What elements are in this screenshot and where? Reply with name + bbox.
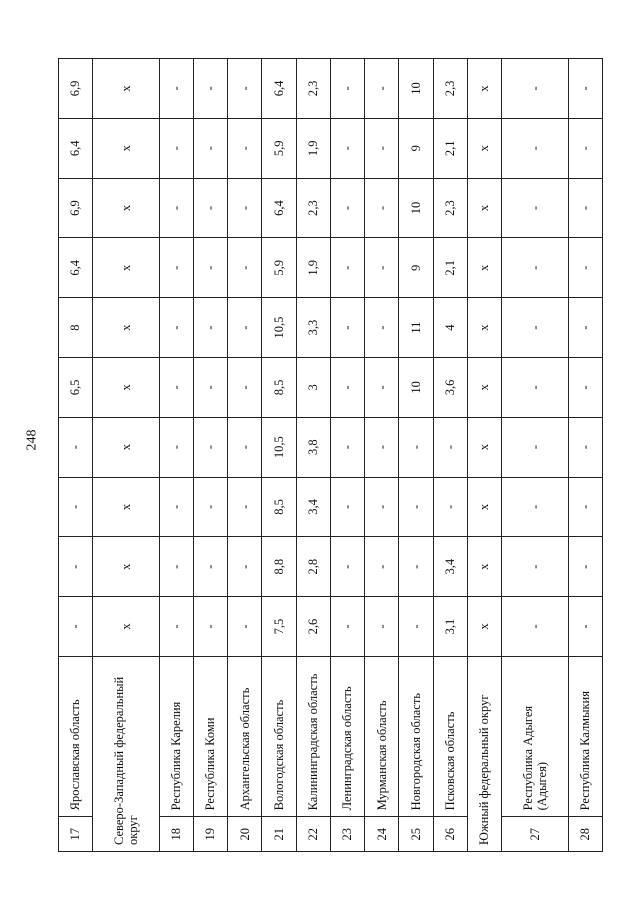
value-cell: x (467, 417, 501, 477)
table-row (467, 59, 501, 852)
value-cell: 7,5 (262, 597, 296, 657)
value-cell: 3,4 (296, 477, 330, 537)
value-cell: x (467, 118, 501, 178)
row-number-cell: 20 (228, 817, 262, 852)
value-cell: - (59, 537, 93, 597)
value-cell: - (365, 298, 399, 358)
value-cell: - (568, 358, 602, 418)
row-number-cell: 19 (193, 817, 227, 852)
value-cell: 6,4 (59, 118, 93, 178)
value-cell: - (228, 298, 262, 358)
value-cell: - (330, 298, 364, 358)
value-cell: - (568, 59, 602, 119)
value-cell: 10,5 (262, 298, 296, 358)
value-cell: x (93, 118, 159, 178)
rotated-table-container (58, 58, 603, 852)
value-cell: - (365, 537, 399, 597)
value-cell: - (159, 417, 193, 477)
row-number-cell: 18 (159, 817, 193, 852)
value-cell: 3,3 (296, 298, 330, 358)
value-cell: - (330, 118, 364, 178)
value-cell: 11 (399, 298, 433, 358)
value-cell: - (365, 238, 399, 298)
value-cell: - (568, 118, 602, 178)
value-cell: - (502, 118, 568, 178)
region-name-cell: Архангельская область (228, 656, 262, 816)
value-cell: - (228, 477, 262, 537)
value-cell: 2,3 (433, 59, 467, 119)
value-cell: 1,9 (296, 118, 330, 178)
value-cell: - (228, 537, 262, 597)
region-name-cell: Калининградская область (296, 656, 330, 816)
value-cell: - (433, 417, 467, 477)
region-name-cell: Республика Адыгея (Адыгея) (502, 656, 568, 816)
value-cell: x (93, 238, 159, 298)
value-cell: x (93, 358, 159, 418)
region-name-cell: Ленинградская область (330, 656, 364, 816)
value-cell: 4 (433, 298, 467, 358)
value-cell: 2,3 (433, 178, 467, 238)
value-cell: 6,9 (59, 178, 93, 238)
value-cell: 3,4 (433, 537, 467, 597)
value-cell: x (93, 298, 159, 358)
value-cell: - (502, 178, 568, 238)
value-cell: - (228, 238, 262, 298)
value-cell: 8,8 (262, 537, 296, 597)
data-table (58, 58, 603, 852)
value-cell: - (193, 537, 227, 597)
value-cell: 2,1 (433, 238, 467, 298)
value-cell: 2,1 (433, 118, 467, 178)
district-name-cell: Южный федеральный округ (467, 656, 501, 851)
value-cell: 8,5 (262, 477, 296, 537)
row-number-cell: 28 (568, 817, 602, 852)
value-cell: - (330, 178, 364, 238)
value-cell: - (159, 118, 193, 178)
value-cell: - (568, 298, 602, 358)
row-number-cell: 17 (59, 817, 93, 852)
row-number-cell: 25 (399, 817, 433, 852)
value-cell: 6,4 (262, 178, 296, 238)
value-cell: x (467, 178, 501, 238)
region-name-cell: Республика Коми (193, 656, 227, 816)
value-cell: 9 (399, 238, 433, 298)
value-cell: 2,6 (296, 597, 330, 657)
value-cell: - (568, 238, 602, 298)
value-cell: 2,3 (296, 178, 330, 238)
value-cell: 6,4 (59, 238, 93, 298)
value-cell: - (365, 477, 399, 537)
value-cell: 1,9 (296, 238, 330, 298)
value-cell: 10,5 (262, 417, 296, 477)
value-cell: - (399, 537, 433, 597)
value-cell: - (193, 477, 227, 537)
value-cell: 10 (399, 59, 433, 119)
value-cell: - (330, 59, 364, 119)
table-row (433, 59, 467, 852)
value-cell: - (159, 537, 193, 597)
value-cell: - (502, 537, 568, 597)
row-number-cell: 24 (365, 817, 399, 852)
value-cell: x (93, 537, 159, 597)
table-row (365, 59, 399, 852)
page-number: 248 (24, 429, 40, 451)
region-name-cell: Новгородская область (399, 656, 433, 816)
value-cell: - (228, 178, 262, 238)
value-cell: 8,5 (262, 358, 296, 418)
value-cell: 3 (296, 358, 330, 418)
table-row (59, 59, 93, 852)
value-cell: x (467, 477, 501, 537)
value-cell: - (193, 59, 227, 119)
table-row (93, 59, 159, 852)
value-cell: - (568, 417, 602, 477)
value-cell: - (502, 298, 568, 358)
value-cell: - (330, 477, 364, 537)
value-cell: - (365, 358, 399, 418)
value-cell: x (467, 597, 501, 657)
value-cell: - (365, 178, 399, 238)
table-row (399, 59, 433, 852)
value-cell: - (59, 477, 93, 537)
value-cell: - (330, 238, 364, 298)
value-cell: - (330, 537, 364, 597)
table-row (296, 59, 330, 852)
value-cell: - (193, 238, 227, 298)
table-row (193, 59, 227, 852)
value-cell: - (159, 358, 193, 418)
value-cell: 5,9 (262, 118, 296, 178)
value-cell: - (193, 118, 227, 178)
value-cell: 2,3 (296, 59, 330, 119)
region-name-cell: Псковская область (433, 656, 467, 816)
value-cell: - (193, 597, 227, 657)
value-cell: 10 (399, 358, 433, 418)
value-cell: 8 (59, 298, 93, 358)
value-cell: - (59, 417, 93, 477)
value-cell: x (93, 59, 159, 119)
region-name-cell: Республика Калмыкия (568, 656, 602, 816)
value-cell: - (159, 597, 193, 657)
value-cell: - (399, 597, 433, 657)
value-cell: x (93, 597, 159, 657)
value-cell: - (228, 118, 262, 178)
value-cell: 3,8 (296, 417, 330, 477)
value-cell: x (93, 417, 159, 477)
region-name-cell: Мурманская область (365, 656, 399, 816)
region-name-cell: Ярославская область (59, 656, 93, 816)
value-cell: x (93, 477, 159, 537)
value-cell: x (467, 358, 501, 418)
value-cell: 5,9 (262, 238, 296, 298)
row-number-cell: 23 (330, 817, 364, 852)
value-cell: x (467, 59, 501, 119)
value-cell: - (433, 477, 467, 537)
value-cell: x (467, 238, 501, 298)
row-number-cell: 22 (296, 817, 330, 852)
row-number-cell: 21 (262, 817, 296, 852)
value-cell: - (193, 358, 227, 418)
value-cell: - (59, 597, 93, 657)
value-cell: - (568, 178, 602, 238)
value-cell: - (228, 597, 262, 657)
row-number-cell: 27 (502, 817, 568, 852)
table-row (228, 59, 262, 852)
value-cell: - (365, 59, 399, 119)
value-cell: - (502, 417, 568, 477)
row-number-cell: 26 (433, 817, 467, 852)
value-cell: - (228, 59, 262, 119)
region-name-cell: Республика Карелия (159, 656, 193, 816)
value-cell: - (568, 597, 602, 657)
value-cell: - (365, 417, 399, 477)
value-cell: - (502, 238, 568, 298)
value-cell: - (502, 597, 568, 657)
value-cell: - (159, 238, 193, 298)
value-cell: x (467, 537, 501, 597)
value-cell: 6,9 (59, 59, 93, 119)
value-cell: 6,4 (262, 59, 296, 119)
value-cell: - (365, 118, 399, 178)
value-cell: - (193, 298, 227, 358)
value-cell: - (159, 178, 193, 238)
value-cell: - (330, 597, 364, 657)
value-cell: - (193, 417, 227, 477)
value-cell: - (228, 417, 262, 477)
table-row (330, 59, 364, 852)
value-cell: - (365, 597, 399, 657)
value-cell: 6,5 (59, 358, 93, 418)
district-name-cell: Северо-Западный федеральный округ (93, 656, 159, 851)
value-cell: - (502, 358, 568, 418)
value-cell: - (330, 358, 364, 418)
value-cell: - (159, 298, 193, 358)
table-row (502, 59, 568, 852)
value-cell: - (159, 477, 193, 537)
value-cell: - (568, 477, 602, 537)
region-name-cell: Вологодская область (262, 656, 296, 816)
table-row (262, 59, 296, 852)
value-cell: - (502, 477, 568, 537)
value-cell: - (399, 477, 433, 537)
value-cell: 10 (399, 178, 433, 238)
value-cell: - (399, 417, 433, 477)
value-cell: 2,8 (296, 537, 330, 597)
value-cell: 3,6 (433, 358, 467, 418)
table-row (568, 59, 602, 852)
value-cell: - (193, 178, 227, 238)
value-cell: 9 (399, 118, 433, 178)
value-cell: - (568, 537, 602, 597)
value-cell: 3,1 (433, 597, 467, 657)
value-cell: - (502, 59, 568, 119)
table-row (159, 59, 193, 852)
value-cell: x (93, 178, 159, 238)
value-cell: - (330, 417, 364, 477)
value-cell: x (467, 298, 501, 358)
value-cell: - (228, 358, 262, 418)
value-cell: - (159, 59, 193, 119)
